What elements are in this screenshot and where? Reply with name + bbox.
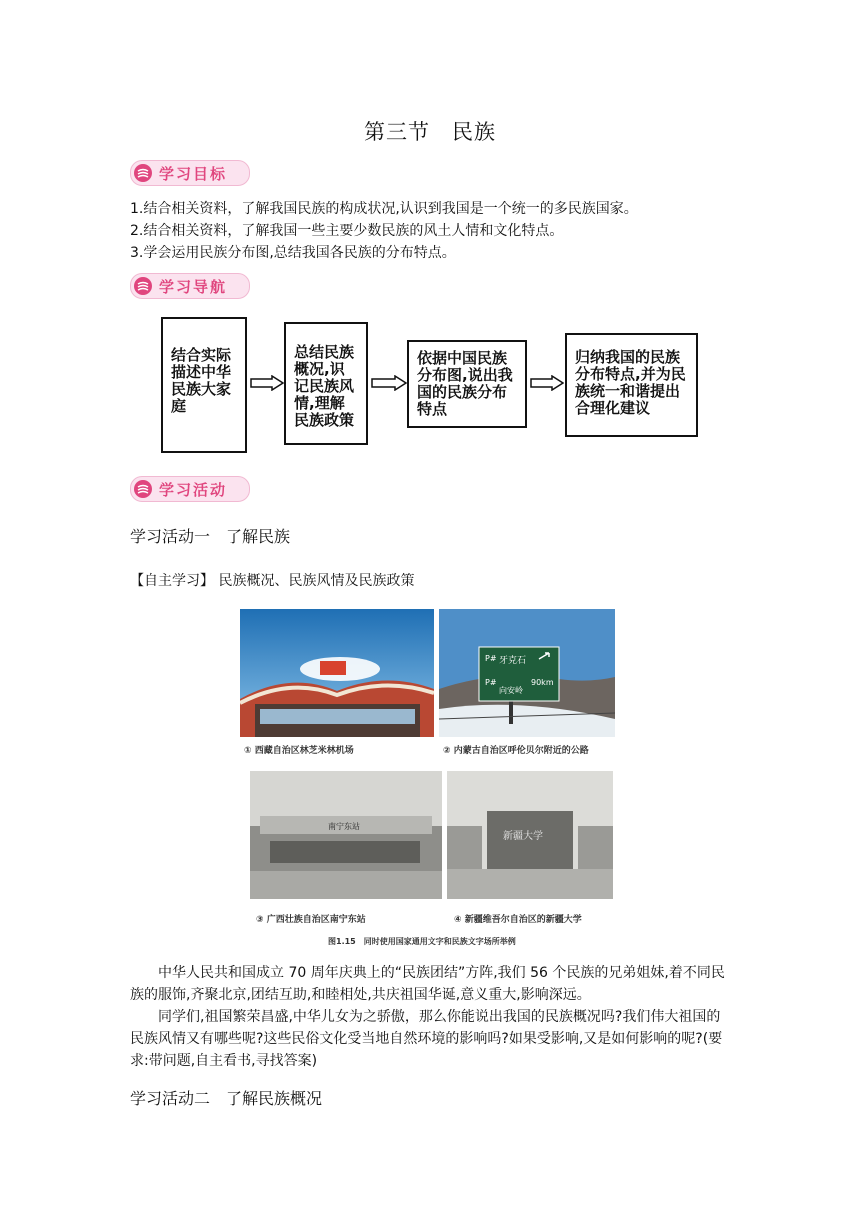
photo-caption-4: ④ 新疆维吾尔自治区的新疆大学 — [454, 915, 582, 925]
book-icon — [133, 479, 153, 499]
flow-step-3: 依据中国民族分布图,说出我国的民族分布特点 — [407, 340, 527, 428]
photo-nanning-station — [250, 771, 442, 899]
badge-label: 学习导航 — [159, 277, 228, 296]
badge-label: 学习目标 — [159, 164, 228, 183]
sign-destination-2: 向安岭 — [499, 686, 523, 695]
photo-nyingchi-airport — [240, 609, 434, 737]
section-badge-activities — [130, 476, 250, 502]
sign-distance: 90km — [531, 678, 554, 687]
activity-2-heading: 学习活动二 了解民族概况 — [130, 1089, 323, 1108]
arrow-right-icon — [530, 375, 564, 391]
arrow-right-icon — [250, 375, 284, 391]
book-icon — [133, 276, 153, 296]
svg-text:P#: P# — [485, 654, 497, 663]
photo-xinjiang-university — [447, 771, 613, 899]
section-badge-objectives — [130, 160, 250, 186]
arrow-right-icon — [371, 375, 407, 391]
photo-caption-3: ③ 广西壮族自治区南宁东站 — [256, 915, 366, 925]
section-badge-navigation — [130, 273, 250, 299]
objective-1: 1.结合相关资料，了解我国民族的构成状况,认识到我国是一个统一的多民族国家。 — [130, 201, 638, 217]
station-sign: 南宁东站 — [328, 822, 360, 831]
page-title: 第三节 民族 — [364, 120, 496, 144]
svg-text:P#: P# — [485, 678, 497, 687]
figure-caption: 图1.15 同时使用国家通用文字和民族文字场所举例 — [328, 937, 516, 946]
activity-1-heading: 学习活动一 了解民族 — [130, 527, 291, 546]
flow-step-1: 结合实际描述中华民族大家庭 — [161, 317, 247, 453]
objective-3: 3.学会运用民族分布图,总结我国各民族的分布特点。 — [130, 245, 456, 261]
photo-caption-1: ① 西藏自治区林芝米林机场 — [244, 746, 354, 756]
flow-step-2: 总结民族概况,识记民族风情,理解民族政策 — [284, 322, 368, 445]
body-paragraph-2: 同学们,祖国繁荣昌盛,中华儿女为之骄傲，那么你能说出我国的民族概况吗?我们伟大祖国的民族风情又有哪些呢?这些民俗文化受当地自然环境的影响吗?如果受影响,又是如何影响的呢?(要求:带问题,自主看书,寻找答案) — [130, 1009, 723, 1069]
photo-caption-2: ② 内蒙古自治区呼伦贝尔附近的公路 — [443, 746, 589, 756]
body-paragraph-1: 中华人民共和国成立 70 周年庆典上的“民族团结”方阵,我们 56 个民族的兄弟姐妹,着不同民族的服饰,齐聚北京,团结互助,和睦相处,共庆祖国华诞,意义重大,影响深远。 — [130, 965, 725, 1003]
photo-hulunbuir-road — [439, 609, 615, 737]
objective-2: 2.结合相关资料，了解我国一些主要少数民族的风土人情和文化特点。 — [130, 223, 564, 239]
sign-destination-1: 牙克石 — [499, 656, 527, 666]
flow-step-4: 归纳我国的民族分布特点,并为民族统一和谐提出合理化建议 — [565, 333, 698, 437]
badge-label: 学习活动 — [159, 480, 228, 499]
self-study-heading: 【自主学习】 民族概况、民族风情及民族政策 — [130, 573, 415, 589]
university-sign: 新疆大学 — [503, 831, 543, 842]
book-icon — [133, 163, 153, 183]
